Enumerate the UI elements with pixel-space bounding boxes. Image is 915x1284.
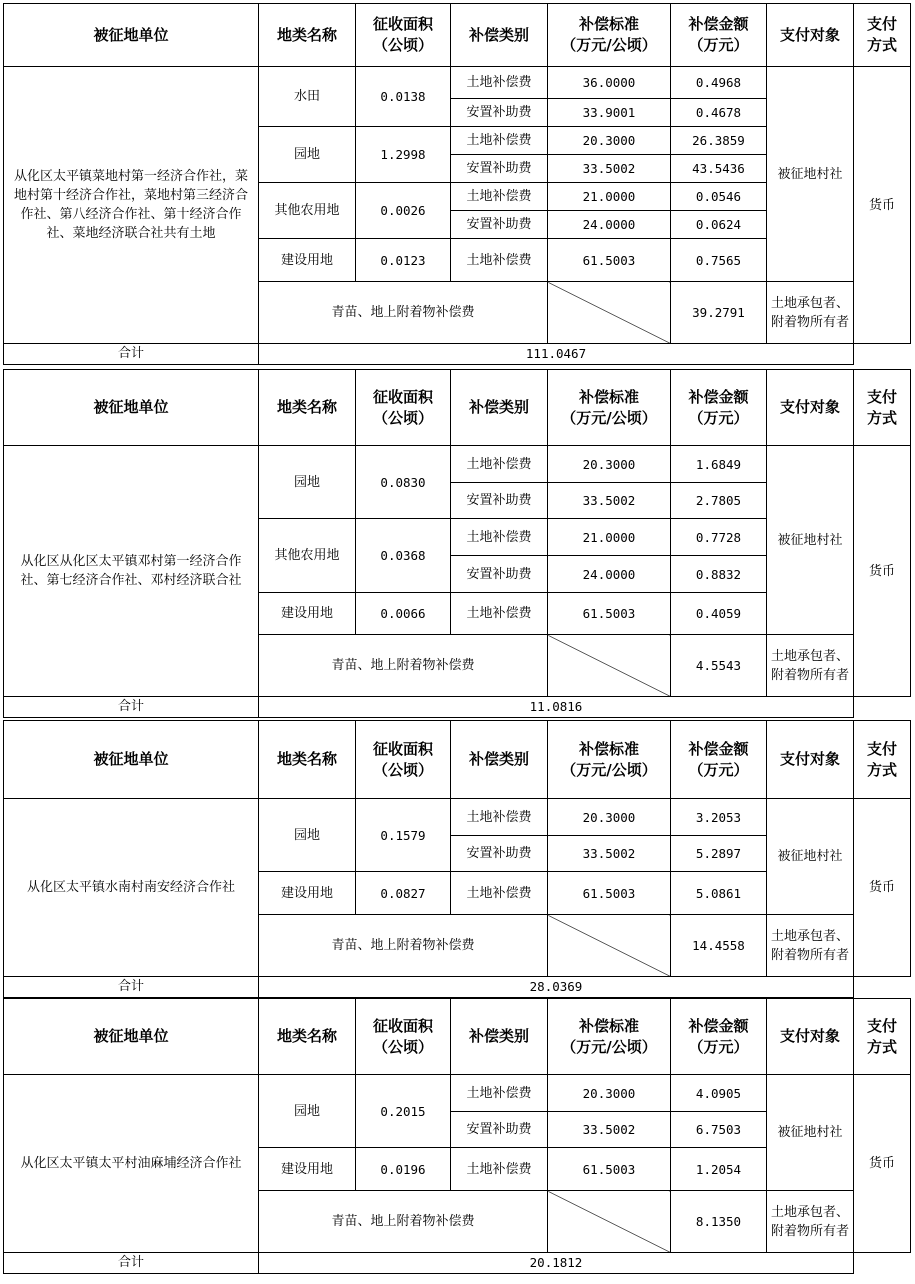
compensation-section-1 <box>3 3 911 365</box>
column-header: 征收面积 （公顷） <box>356 370 451 446</box>
total-value: 11.0816 <box>259 697 854 718</box>
header-row <box>4 999 911 1075</box>
expropriated-unit: 从化区太平镇太平村油麻埔经济合作社 <box>4 1075 259 1253</box>
column-header: 被征地单位 <box>4 4 259 67</box>
standard-value: 20.3000 <box>548 446 671 483</box>
compensation-type: 土地补偿费 <box>451 127 548 155</box>
youngcrop-amount: 39.2791 <box>671 282 767 344</box>
area-value: 0.0138 <box>356 67 451 127</box>
column-header: 补偿金额 （万元） <box>671 370 767 446</box>
payee: 土地承包者、附着物所有者 <box>767 915 854 977</box>
land-type: 建设用地 <box>259 239 356 282</box>
column-header: 补偿金额 （万元） <box>671 999 767 1075</box>
standard-value: 20.3000 <box>548 1075 671 1112</box>
area-value: 0.0066 <box>356 593 451 635</box>
land-type: 建设用地 <box>259 593 356 635</box>
compensation-section-2 <box>3 369 911 718</box>
diagonal-blank-cell <box>548 635 671 697</box>
blank-cell <box>854 977 911 998</box>
youngcrop-label: 青苗、地上附着物补偿费 <box>259 915 548 977</box>
compensation-type: 安置补助费 <box>451 99 548 127</box>
table-row <box>4 1075 911 1112</box>
expropriated-unit: 从化区从化区太平镇邓村第一经济合作社、第七经济合作社、邓村经济联合社 <box>4 446 259 697</box>
compensation-type: 安置补助费 <box>451 211 548 239</box>
amount-value: 0.0624 <box>671 211 767 239</box>
standard-value: 33.5002 <box>548 483 671 519</box>
column-header: 地类名称 <box>259 370 356 446</box>
diagonal-blank-cell <box>548 915 671 977</box>
column-header: 补偿标准 （万元/公顷） <box>548 999 671 1075</box>
area-value: 0.0827 <box>356 872 451 915</box>
column-header: 补偿类别 <box>451 4 548 67</box>
land-type: 建设用地 <box>259 1148 356 1191</box>
column-header: 支付 方式 <box>854 4 911 67</box>
standard-value: 33.5002 <box>548 155 671 183</box>
amount-value: 26.3859 <box>671 127 767 155</box>
amount-value: 5.0861 <box>671 872 767 915</box>
column-header: 补偿类别 <box>451 370 548 446</box>
payee: 被征地村社 <box>767 446 854 635</box>
blank-cell <box>854 1253 911 1274</box>
compensation-type: 土地补偿费 <box>451 872 548 915</box>
area-value: 1.2998 <box>356 127 451 183</box>
blank-cell <box>854 344 911 365</box>
land-type: 园地 <box>259 1075 356 1148</box>
youngcrop-label: 青苗、地上附着物补偿费 <box>259 282 548 344</box>
column-header: 补偿标准 （万元/公顷） <box>548 4 671 67</box>
header-row <box>4 721 911 799</box>
amount-value: 0.4968 <box>671 67 767 99</box>
compensation-type: 安置补助费 <box>451 556 548 593</box>
column-header: 地类名称 <box>259 721 356 799</box>
compensation-type: 土地补偿费 <box>451 593 548 635</box>
amount-value: 6.7503 <box>671 1112 767 1148</box>
area-value: 0.0196 <box>356 1148 451 1191</box>
amount-value: 0.4678 <box>671 99 767 127</box>
table-row <box>4 67 911 99</box>
column-header: 补偿金额 （万元） <box>671 4 767 67</box>
amount-value: 5.2897 <box>671 836 767 872</box>
amount-value: 0.7565 <box>671 239 767 282</box>
youngcrop-label: 青苗、地上附着物补偿费 <box>259 1191 548 1253</box>
column-header: 补偿标准 （万元/公顷） <box>548 721 671 799</box>
land-type: 水田 <box>259 67 356 127</box>
column-header: 补偿金额 （万元） <box>671 721 767 799</box>
total-value: 28.0369 <box>259 977 854 998</box>
total-row <box>4 977 911 998</box>
compensation-type: 安置补助费 <box>451 483 548 519</box>
column-header: 支付 方式 <box>854 721 911 799</box>
payment-method: 货币 <box>854 446 911 697</box>
youngcrop-label: 青苗、地上附着物补偿费 <box>259 635 548 697</box>
amount-value: 3.2053 <box>671 799 767 836</box>
youngcrop-amount: 14.4558 <box>671 915 767 977</box>
total-label: 合计 <box>4 1253 259 1274</box>
area-value: 0.0026 <box>356 183 451 239</box>
total-label: 合计 <box>4 977 259 998</box>
standard-value: 61.5003 <box>548 593 671 635</box>
area-value: 0.2015 <box>356 1075 451 1148</box>
payee: 土地承包者、附着物所有者 <box>767 282 854 344</box>
area-value: 0.0368 <box>356 519 451 593</box>
expropriated-unit: 从化区太平镇水南村南安经济合作社 <box>4 799 259 977</box>
standard-value: 61.5003 <box>548 872 671 915</box>
standard-value: 21.0000 <box>548 519 671 556</box>
amount-value: 0.4059 <box>671 593 767 635</box>
column-header: 支付对象 <box>767 999 854 1075</box>
table-row <box>4 446 911 483</box>
column-header: 征收面积 （公顷） <box>356 999 451 1075</box>
column-header: 被征地单位 <box>4 370 259 446</box>
compensation-type: 土地补偿费 <box>451 1148 548 1191</box>
column-header: 征收面积 （公顷） <box>356 4 451 67</box>
column-header: 地类名称 <box>259 4 356 67</box>
amount-value: 0.8832 <box>671 556 767 593</box>
column-header: 补偿类别 <box>451 721 548 799</box>
column-header: 补偿类别 <box>451 999 548 1075</box>
amount-value: 0.7728 <box>671 519 767 556</box>
column-header: 地类名称 <box>259 999 356 1075</box>
standard-value: 21.0000 <box>548 183 671 211</box>
payee: 被征地村社 <box>767 799 854 915</box>
compensation-type: 安置补助费 <box>451 836 548 872</box>
compensation-type: 安置补助费 <box>451 1112 548 1148</box>
column-header: 支付 方式 <box>854 999 911 1075</box>
amount-value: 1.6849 <box>671 446 767 483</box>
column-header: 补偿标准 （万元/公顷） <box>548 370 671 446</box>
standard-value: 61.5003 <box>548 1148 671 1191</box>
land-type: 建设用地 <box>259 872 356 915</box>
column-header: 支付对象 <box>767 721 854 799</box>
total-value: 111.0467 <box>259 344 854 365</box>
blank-cell <box>854 697 911 718</box>
standard-value: 24.0000 <box>548 556 671 593</box>
total-label: 合计 <box>4 697 259 718</box>
land-type: 园地 <box>259 799 356 872</box>
land-type: 园地 <box>259 446 356 519</box>
compensation-type: 土地补偿费 <box>451 239 548 282</box>
land-type: 园地 <box>259 127 356 183</box>
header-row <box>4 370 911 446</box>
amount-value: 1.2054 <box>671 1148 767 1191</box>
youngcrop-amount: 4.5543 <box>671 635 767 697</box>
total-label: 合计 <box>4 344 259 365</box>
standard-value: 20.3000 <box>548 799 671 836</box>
standard-value: 33.5002 <box>548 836 671 872</box>
standard-value: 33.9001 <box>548 99 671 127</box>
amount-value: 0.0546 <box>671 183 767 211</box>
payment-method: 货币 <box>854 67 911 344</box>
column-header: 征收面积 （公顷） <box>356 721 451 799</box>
diagonal-blank-cell <box>548 282 671 344</box>
area-value: 0.1579 <box>356 799 451 872</box>
column-header: 支付 方式 <box>854 370 911 446</box>
payment-method: 货币 <box>854 1075 911 1253</box>
standard-value: 24.0000 <box>548 211 671 239</box>
header-row <box>4 4 911 67</box>
compensation-type: 土地补偿费 <box>451 67 548 99</box>
land-type: 其他农用地 <box>259 519 356 593</box>
payee: 被征地村社 <box>767 1075 854 1191</box>
table-row <box>4 799 911 836</box>
compensation-section-3 <box>3 720 911 998</box>
column-header: 支付对象 <box>767 370 854 446</box>
compensation-type: 安置补助费 <box>451 155 548 183</box>
payee: 土地承包者、附着物所有者 <box>767 635 854 697</box>
standard-value: 20.3000 <box>548 127 671 155</box>
payee: 土地承包者、附着物所有者 <box>767 1191 854 1253</box>
land-type: 其他农用地 <box>259 183 356 239</box>
youngcrop-amount: 8.1350 <box>671 1191 767 1253</box>
compensation-type: 土地补偿费 <box>451 519 548 556</box>
total-value: 20.1812 <box>259 1253 854 1274</box>
column-header: 支付对象 <box>767 4 854 67</box>
payment-method: 货币 <box>854 799 911 977</box>
compensation-section-4 <box>3 998 911 1274</box>
standard-value: 33.5002 <box>548 1112 671 1148</box>
compensation-type: 土地补偿费 <box>451 1075 548 1112</box>
column-header: 被征地单位 <box>4 721 259 799</box>
compensation-type: 土地补偿费 <box>451 183 548 211</box>
standard-value: 36.0000 <box>548 67 671 99</box>
standard-value: 61.5003 <box>548 239 671 282</box>
total-row <box>4 697 911 718</box>
diagonal-blank-cell <box>548 1191 671 1253</box>
total-row <box>4 344 911 365</box>
compensation-type: 土地补偿费 <box>451 799 548 836</box>
payee: 被征地村社 <box>767 67 854 282</box>
compensation-type: 土地补偿费 <box>451 446 548 483</box>
amount-value: 4.0905 <box>671 1075 767 1112</box>
area-value: 0.0830 <box>356 446 451 519</box>
amount-value: 2.7805 <box>671 483 767 519</box>
amount-value: 43.5436 <box>671 155 767 183</box>
expropriated-unit: 从化区太平镇菜地村第一经济合作社，菜地村第十经济合作社，菜地村第三经济合作社、第八经济合作社、第十经济合作社、菜地经济联合社共有土地 <box>4 67 259 344</box>
column-header: 被征地单位 <box>4 999 259 1075</box>
area-value: 0.0123 <box>356 239 451 282</box>
total-row <box>4 1253 911 1274</box>
